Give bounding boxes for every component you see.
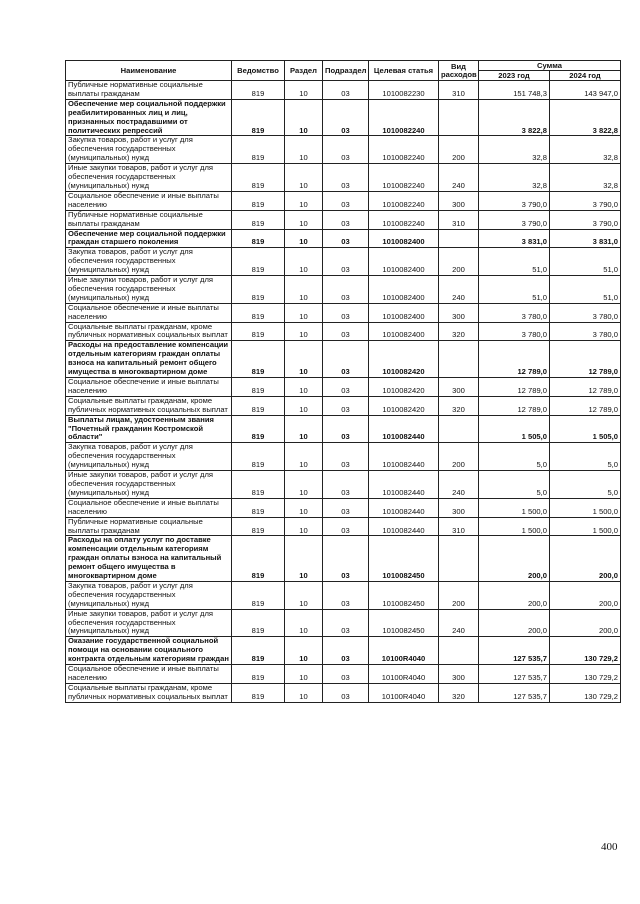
row-2024: 3 822,8 (550, 99, 621, 136)
row-name: Социальные выплаты гражданам, кроме публичных нормативных социальных выплат (66, 322, 232, 341)
table-row (66, 443, 621, 471)
row-dept: 819 (232, 536, 285, 582)
row-2023: 3 780,0 (479, 322, 550, 341)
table-row (66, 248, 621, 276)
row-kind: 300 (439, 303, 479, 322)
table-row (66, 191, 621, 210)
table-row (66, 683, 621, 702)
row-subsection: 03 (323, 99, 369, 136)
row-2024: 3 790,0 (550, 210, 621, 229)
table-row (66, 99, 621, 136)
table-row (66, 341, 621, 378)
row-subsection: 03 (323, 637, 369, 665)
header-sum: Сумма (479, 61, 621, 71)
row-section: 10 (285, 443, 323, 471)
row-2023: 1 500,0 (479, 517, 550, 536)
row-kind: 240 (439, 609, 479, 637)
row-kind: 200 (439, 248, 479, 276)
row-2024: 12 789,0 (550, 341, 621, 378)
row-2024: 32,8 (550, 136, 621, 164)
row-section: 10 (285, 471, 323, 499)
row-name: Социальное обеспечение и иные выплаты населению (66, 191, 232, 210)
row-target: 10100R4040 (369, 665, 439, 684)
row-name: Социальное обеспечение и иные выплаты населению (66, 378, 232, 397)
table-row (66, 581, 621, 609)
row-2024: 5,0 (550, 443, 621, 471)
row-target: 1010082420 (369, 341, 439, 378)
row-section: 10 (285, 378, 323, 397)
row-target: 1010082450 (369, 581, 439, 609)
row-subsection: 03 (323, 517, 369, 536)
row-kind: 310 (439, 210, 479, 229)
row-2024: 3 780,0 (550, 322, 621, 341)
row-kind: 240 (439, 164, 479, 192)
row-name: Социальное обеспечение и иные выплаты населению (66, 498, 232, 517)
row-kind (439, 536, 479, 582)
row-dept: 819 (232, 322, 285, 341)
row-target: 1010082400 (369, 229, 439, 248)
row-target: 1010082240 (369, 191, 439, 210)
row-2024: 5,0 (550, 471, 621, 499)
row-section: 10 (285, 536, 323, 582)
row-target: 1010082240 (369, 164, 439, 192)
row-kind (439, 415, 479, 443)
table-row (66, 229, 621, 248)
row-2023: 32,8 (479, 136, 550, 164)
row-dept: 819 (232, 581, 285, 609)
row-kind: 300 (439, 665, 479, 684)
row-2024: 1 505,0 (550, 415, 621, 443)
row-subsection: 03 (323, 303, 369, 322)
row-name: Иные закупки товаров, работ и услуг для обеспечения государственных (муниципальных) нужд (66, 276, 232, 304)
row-subsection: 03 (323, 581, 369, 609)
row-kind: 320 (439, 683, 479, 702)
row-section: 10 (285, 341, 323, 378)
row-2024: 3 780,0 (550, 303, 621, 322)
row-name: Обеспечение мер социальной поддержки реабилитированных лиц и лиц, признанных пострадавшими от политических репрессий (66, 99, 232, 136)
row-dept: 819 (232, 637, 285, 665)
row-dept: 819 (232, 136, 285, 164)
row-subsection: 03 (323, 665, 369, 684)
row-name: Социальное обеспечение и иные выплаты населению (66, 665, 232, 684)
row-2023: 127 535,7 (479, 637, 550, 665)
header-2023: 2023 год (479, 71, 550, 81)
row-section: 10 (285, 81, 323, 100)
header-target: Целевая статья (369, 61, 439, 81)
row-name: Закупка товаров, работ и услуг для обеспечения государственных (муниципальных) нужд (66, 581, 232, 609)
row-2024: 3 831,0 (550, 229, 621, 248)
header-subsection: Подраздел (323, 61, 369, 81)
row-target: 1010082230 (369, 81, 439, 100)
row-subsection: 03 (323, 276, 369, 304)
row-kind (439, 99, 479, 136)
row-dept: 819 (232, 229, 285, 248)
table-row (66, 81, 621, 100)
table-body (66, 81, 621, 703)
row-target: 1010082440 (369, 517, 439, 536)
header-dept: Ведомство (232, 61, 285, 81)
row-target: 1010082400 (369, 322, 439, 341)
row-2023: 3 831,0 (479, 229, 550, 248)
row-subsection: 03 (323, 415, 369, 443)
row-2023: 200,0 (479, 609, 550, 637)
row-2024: 130 729,2 (550, 637, 621, 665)
row-2023: 12 789,0 (479, 341, 550, 378)
row-subsection: 03 (323, 609, 369, 637)
row-section: 10 (285, 303, 323, 322)
row-2023: 32,8 (479, 164, 550, 192)
row-section: 10 (285, 229, 323, 248)
row-dept: 819 (232, 81, 285, 100)
row-kind: 310 (439, 517, 479, 536)
row-2023: 200,0 (479, 581, 550, 609)
row-kind: 240 (439, 276, 479, 304)
table-row (66, 136, 621, 164)
table-row (66, 536, 621, 582)
row-2023: 5,0 (479, 471, 550, 499)
row-kind (439, 229, 479, 248)
row-2023: 1 500,0 (479, 498, 550, 517)
row-dept: 819 (232, 191, 285, 210)
row-name: Закупка товаров, работ и услуг для обеспечения государственных (муниципальных) нужд (66, 136, 232, 164)
table-row (66, 322, 621, 341)
row-subsection: 03 (323, 443, 369, 471)
row-name: Публичные нормативные социальные выплаты гражданам (66, 210, 232, 229)
row-target: 1010082420 (369, 378, 439, 397)
row-section: 10 (285, 517, 323, 536)
row-target: 1010082450 (369, 609, 439, 637)
row-2024: 3 790,0 (550, 191, 621, 210)
row-2024: 200,0 (550, 609, 621, 637)
row-name: Расходы на оплату услуг по доставке компенсации отдельным категориям граждан оплаты взноса на капитальный ремонт общего имущества в многоквартирном доме (66, 536, 232, 582)
row-section: 10 (285, 415, 323, 443)
row-2024: 130 729,2 (550, 665, 621, 684)
header-section: Раздел (285, 61, 323, 81)
row-name: Социальные выплаты гражданам, кроме публичных нормативных социальных выплат (66, 683, 232, 702)
row-subsection: 03 (323, 322, 369, 341)
row-2024: 51,0 (550, 248, 621, 276)
row-2023: 151 748,3 (479, 81, 550, 100)
row-subsection: 03 (323, 164, 369, 192)
row-name: Публичные нормативные социальные выплаты гражданам (66, 81, 232, 100)
row-2023: 1 505,0 (479, 415, 550, 443)
row-section: 10 (285, 322, 323, 341)
row-name: Социальное обеспечение и иные выплаты населению (66, 303, 232, 322)
row-2024: 200,0 (550, 581, 621, 609)
row-2023: 12 789,0 (479, 396, 550, 415)
table-row (66, 303, 621, 322)
row-target: 1010082240 (369, 210, 439, 229)
row-dept: 819 (232, 443, 285, 471)
row-2023: 51,0 (479, 276, 550, 304)
row-dept: 819 (232, 396, 285, 415)
row-2023: 127 535,7 (479, 683, 550, 702)
row-subsection: 03 (323, 498, 369, 517)
row-kind: 200 (439, 443, 479, 471)
row-2023: 3 790,0 (479, 191, 550, 210)
row-kind: 300 (439, 378, 479, 397)
row-section: 10 (285, 136, 323, 164)
row-kind (439, 637, 479, 665)
row-dept: 819 (232, 303, 285, 322)
row-dept: 819 (232, 164, 285, 192)
row-section: 10 (285, 99, 323, 136)
row-subsection: 03 (323, 136, 369, 164)
row-target: 1010082440 (369, 443, 439, 471)
row-2023: 127 535,7 (479, 665, 550, 684)
table-row (66, 415, 621, 443)
row-kind: 310 (439, 81, 479, 100)
row-subsection: 03 (323, 378, 369, 397)
row-target: 1010082420 (369, 396, 439, 415)
row-subsection: 03 (323, 683, 369, 702)
row-target: 10100R4040 (369, 683, 439, 702)
row-dept: 819 (232, 683, 285, 702)
row-2024: 1 500,0 (550, 498, 621, 517)
row-subsection: 03 (323, 81, 369, 100)
row-kind: 200 (439, 581, 479, 609)
table-row (66, 665, 621, 684)
table-row (66, 210, 621, 229)
row-kind: 300 (439, 191, 479, 210)
row-section: 10 (285, 276, 323, 304)
row-dept: 819 (232, 276, 285, 304)
table-row (66, 517, 621, 536)
row-2024: 130 729,2 (550, 683, 621, 702)
row-name: Иные закупки товаров, работ и услуг для обеспечения государственных (муниципальных) нужд (66, 164, 232, 192)
table-row (66, 471, 621, 499)
row-target: 1010082400 (369, 276, 439, 304)
row-name: Социальные выплаты гражданам, кроме публичных нормативных социальных выплат (66, 396, 232, 415)
table-row (66, 378, 621, 397)
row-name: Закупка товаров, работ и услуг для обеспечения государственных (муниципальных) нужд (66, 443, 232, 471)
row-2024: 51,0 (550, 276, 621, 304)
row-kind: 320 (439, 396, 479, 415)
row-subsection: 03 (323, 229, 369, 248)
row-name: Иные закупки товаров, работ и услуг для обеспечения государственных (муниципальных) нужд (66, 609, 232, 637)
row-dept: 819 (232, 210, 285, 229)
row-target: 1010082240 (369, 99, 439, 136)
row-section: 10 (285, 637, 323, 665)
row-kind: 200 (439, 136, 479, 164)
row-section: 10 (285, 248, 323, 276)
row-name: Закупка товаров, работ и услуг для обеспечения государственных (муниципальных) нужд (66, 248, 232, 276)
row-2024: 12 789,0 (550, 396, 621, 415)
row-2024: 32,8 (550, 164, 621, 192)
row-2024: 200,0 (550, 536, 621, 582)
row-section: 10 (285, 581, 323, 609)
row-target: 1010082440 (369, 415, 439, 443)
row-target: 1010082440 (369, 471, 439, 499)
row-2023: 12 789,0 (479, 378, 550, 397)
row-name: Обеспечение мер социальной поддержки граждан старшего поколения (66, 229, 232, 248)
row-section: 10 (285, 210, 323, 229)
row-section: 10 (285, 665, 323, 684)
row-2023: 51,0 (479, 248, 550, 276)
row-name: Оказание государственной социальной помощи на основании социального контракта отдельным категориям граждан (66, 637, 232, 665)
table-row (66, 276, 621, 304)
table-row (66, 609, 621, 637)
row-dept: 819 (232, 378, 285, 397)
row-subsection: 03 (323, 536, 369, 582)
row-section: 10 (285, 164, 323, 192)
row-2024: 1 500,0 (550, 517, 621, 536)
row-subsection: 03 (323, 341, 369, 378)
row-kind: 240 (439, 471, 479, 499)
row-dept: 819 (232, 498, 285, 517)
row-dept: 819 (232, 665, 285, 684)
row-dept: 819 (232, 415, 285, 443)
row-section: 10 (285, 396, 323, 415)
row-dept: 819 (232, 248, 285, 276)
row-target: 1010082440 (369, 498, 439, 517)
row-2023: 3 822,8 (479, 99, 550, 136)
row-section: 10 (285, 498, 323, 517)
table-row (66, 637, 621, 665)
row-section: 10 (285, 609, 323, 637)
row-name: Публичные нормативные социальные выплаты гражданам (66, 517, 232, 536)
table-row (66, 164, 621, 192)
row-target: 1010082450 (369, 536, 439, 582)
row-name: Иные закупки товаров, работ и услуг для обеспечения государственных (муниципальных) нужд (66, 471, 232, 499)
row-dept: 819 (232, 99, 285, 136)
row-dept: 819 (232, 609, 285, 637)
row-name: Расходы на предоставление компенсации отдельным категориям граждан оплаты взноса на капитальный ремонт общего имущества в многоквартирном доме (66, 341, 232, 378)
row-kind: 320 (439, 322, 479, 341)
row-target: 10100R4040 (369, 637, 439, 665)
row-section: 10 (285, 191, 323, 210)
row-dept: 819 (232, 471, 285, 499)
row-kind: 300 (439, 498, 479, 517)
page-number: 400 (601, 841, 618, 853)
table-row (66, 498, 621, 517)
row-dept: 819 (232, 341, 285, 378)
budget-table (65, 60, 621, 703)
row-subsection: 03 (323, 191, 369, 210)
row-2023: 200,0 (479, 536, 550, 582)
row-subsection: 03 (323, 210, 369, 229)
row-section: 10 (285, 683, 323, 702)
row-name: Выплаты лицам, удостоенным звания "Почетный гражданин Костромской области" (66, 415, 232, 443)
table-row (66, 396, 621, 415)
row-2024: 143 947,0 (550, 81, 621, 100)
row-target: 1010082400 (369, 303, 439, 322)
row-2023: 3 780,0 (479, 303, 550, 322)
row-subsection: 03 (323, 471, 369, 499)
row-2024: 12 789,0 (550, 378, 621, 397)
row-kind (439, 341, 479, 378)
row-subsection: 03 (323, 248, 369, 276)
row-target: 1010082400 (369, 248, 439, 276)
row-target: 1010082240 (369, 136, 439, 164)
row-dept: 819 (232, 517, 285, 536)
header-kind: Вид расходов (439, 61, 479, 81)
row-2023: 5,0 (479, 443, 550, 471)
header-name: Наименование (66, 61, 232, 81)
header-2024: 2024 год (550, 71, 621, 81)
row-2023: 3 790,0 (479, 210, 550, 229)
row-subsection: 03 (323, 396, 369, 415)
